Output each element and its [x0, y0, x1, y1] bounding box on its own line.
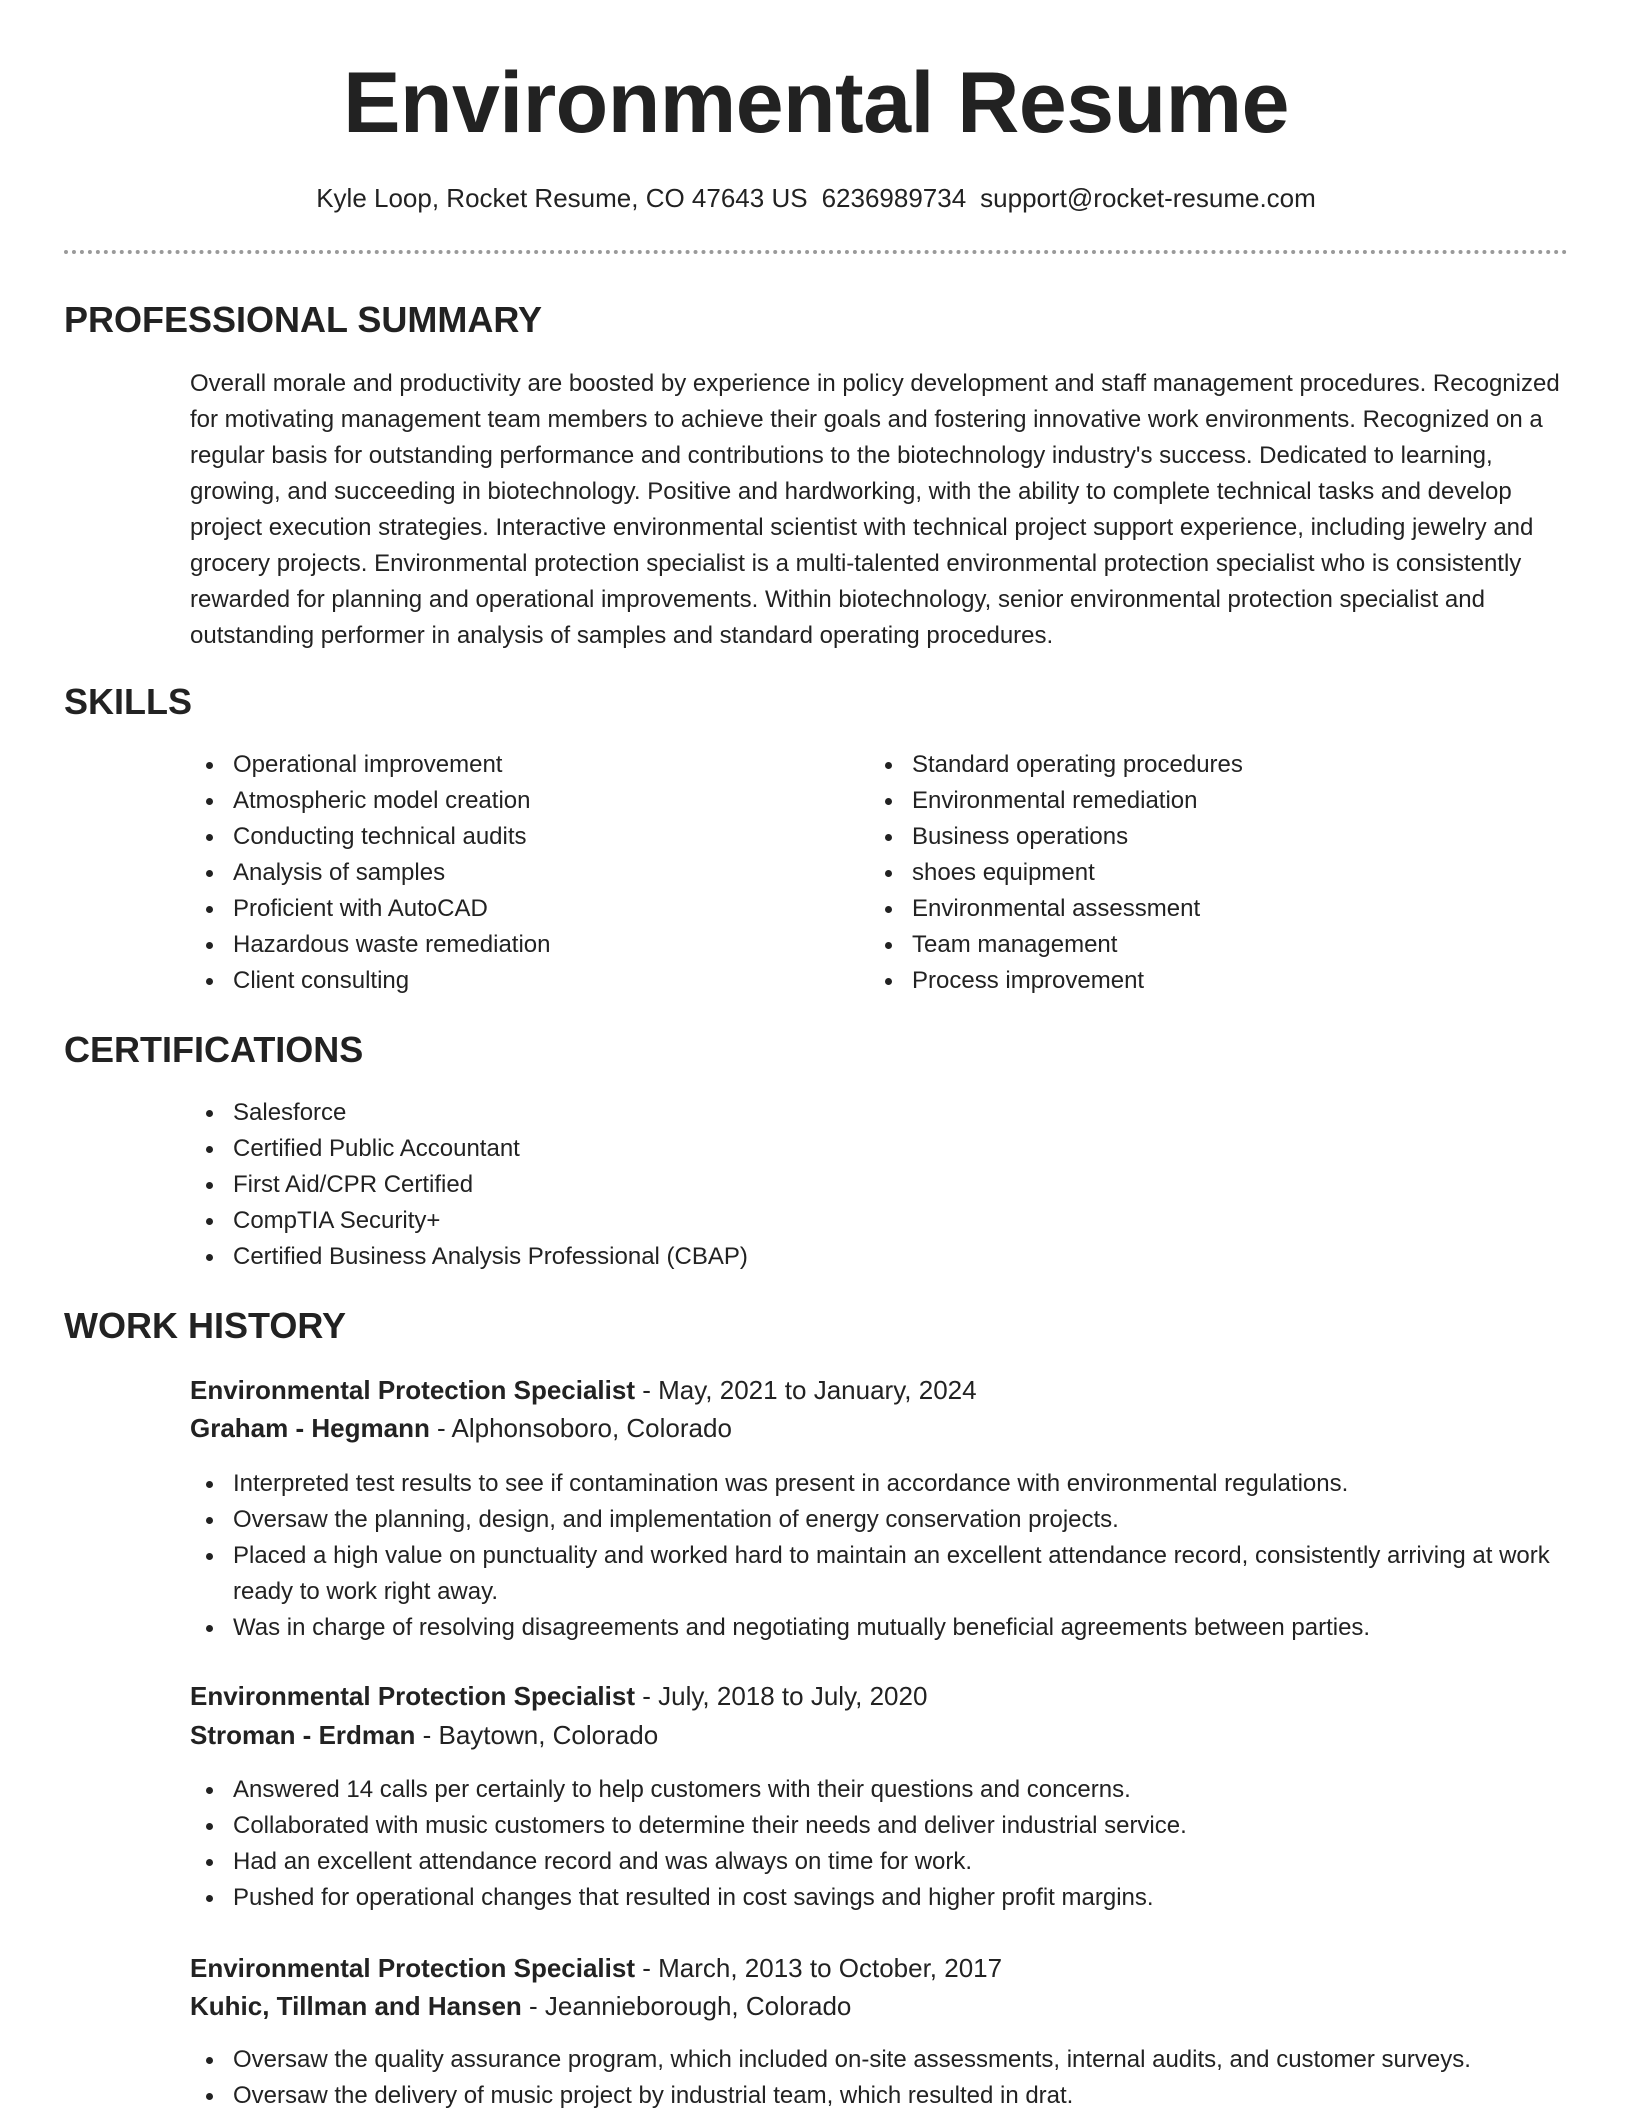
- skill-item: Environmental remediation: [869, 783, 1529, 819]
- skill-item: Proficient with AutoCAD: [190, 891, 850, 927]
- job-duty-item: Answered 14 calls per certainly to help customers with their questions and concerns.: [190, 1772, 1568, 1808]
- certifications-list: [190, 1095, 1490, 1275]
- job-title-line: [190, 1676, 927, 1716]
- job-dates: - July, 2018 to July, 2020: [635, 1681, 928, 1711]
- skill-item: Operational improvement: [190, 747, 850, 783]
- job-title: Environmental Protection Specialist: [190, 1375, 635, 1405]
- contact-email: support@rocket-resume.com: [980, 183, 1316, 213]
- skill-item: shoes equipment: [869, 855, 1529, 891]
- job-location: - Baytown, Colorado: [415, 1720, 659, 1750]
- resume-title: Environmental Resume: [343, 55, 1289, 151]
- job-company: Kuhic, Tillman and Hansen: [190, 1991, 522, 2021]
- job-duty-item: Was in charge of resolving disagreements and negotiating mutually beneficial agreements between parties.: [190, 1610, 1568, 1646]
- skill-item: Process improvement: [869, 963, 1529, 999]
- job-company-line: [190, 1715, 658, 1755]
- skill-item: Business operations: [869, 819, 1529, 855]
- header-divider: [64, 250, 1568, 254]
- section-title-summary: PROFESSIONAL SUMMARY: [64, 299, 543, 340]
- job-duties-list: [190, 1466, 1568, 1646]
- job-duty-item: Oversaw the delivery of music project by industrial team, which resulted in drat.: [190, 2078, 1568, 2114]
- job-title-line: [190, 1370, 977, 1410]
- job-duty-item: Collaborated with music customers to determine their needs and deliver industrial service.: [190, 1808, 1568, 1844]
- job-duty-item: Pushed for operational changes that resulted in cost savings and higher profit margins.: [190, 1880, 1568, 1916]
- skill-item: Conducting technical audits: [190, 819, 850, 855]
- skills-list-right: [869, 747, 1529, 999]
- job-duties-list: [190, 1772, 1568, 1916]
- job-company-line: [190, 1408, 732, 1448]
- contact-address: Kyle Loop, Rocket Resume, CO 47643 US: [316, 183, 808, 213]
- certification-item: Salesforce: [190, 1095, 1490, 1131]
- job-dates: - May, 2021 to January, 2024: [635, 1375, 977, 1405]
- job-title: Environmental Protection Specialist: [190, 1953, 635, 1983]
- section-title-skills: SKILLS: [64, 681, 193, 722]
- job-dates: - March, 2013 to October, 2017: [635, 1953, 1003, 1983]
- job-company: Stroman - Erdman: [190, 1720, 416, 1750]
- job-company: Graham - Hegmann: [190, 1413, 430, 1443]
- skill-item: Team management: [869, 927, 1529, 963]
- skill-item: Atmospheric model creation: [190, 783, 850, 819]
- contact-phone: 6236989734: [821, 183, 967, 213]
- section-title-certifications: CERTIFICATIONS: [64, 1029, 364, 1070]
- certification-item: Certified Public Accountant: [190, 1131, 1490, 1167]
- certification-item: Certified Business Analysis Professional (CBAP): [190, 1239, 1490, 1275]
- job-duty-item: Oversaw the planning, design, and implementation of energy conservation projects.: [190, 1502, 1568, 1538]
- section-title-work-history: WORK HISTORY: [64, 1305, 347, 1346]
- skill-item: Standard operating procedures: [869, 747, 1529, 783]
- contact-line: [0, 178, 1632, 218]
- job-duty-item: Oversaw the quality assurance program, which included on-site assessments, internal audits, and customer surveys.: [190, 2042, 1568, 2078]
- job-duty-item: Interpreted test results to see if contamination was present in accordance with environmental regulations.: [190, 1466, 1568, 1502]
- job-location: - Alphonsoboro, Colorado: [429, 1413, 732, 1443]
- skills-list-left: [190, 747, 850, 999]
- job-title-line: [190, 1948, 1002, 1988]
- skill-item: Analysis of samples: [190, 855, 850, 891]
- summary-text: Overall morale and productivity are boosted by experience in policy development and staff management procedures. Recognized for motivating management team members to achieve their goals and fostering innovative work environments. Recognized on a regular basis for outstanding performance and contributions to the biotechnology industry's success. Dedicated to learning, growing, and succeeding in biotechnology. Positive and hardworking, with the ability to complete technical tasks and develop project execution strategies. Interactive environmental scientist with technical project support experience, including jewelry and grocery projects. Environmental protection specialist is a multi-talented environmental protection specialist who is consistently rewarded for planning and operational improvements. Within biotechnology, senior environmental protection specialist and outstanding performer in analysis of samples and standard operating procedures.: [190, 370, 1560, 649]
- job-duties-list: [190, 2042, 1568, 2114]
- job-title: Environmental Protection Specialist: [190, 1681, 635, 1711]
- certification-item: CompTIA Security+: [190, 1203, 1490, 1239]
- job-duty-item: Had an excellent attendance record and was always on time for work.: [190, 1844, 1568, 1880]
- skill-item: Client consulting: [190, 963, 850, 999]
- skill-item: Hazardous waste remediation: [190, 927, 850, 963]
- job-location: - Jeannieborough, Colorado: [521, 1991, 852, 2021]
- job-company-line: [190, 1986, 851, 2026]
- certification-item: First Aid/CPR Certified: [190, 1167, 1490, 1203]
- job-duty-item: Placed a high value on punctuality and worked hard to maintain an excellent attendance record, consistently arriving at work ready to work right away.: [190, 1538, 1568, 1610]
- skill-item: Environmental assessment: [869, 891, 1529, 927]
